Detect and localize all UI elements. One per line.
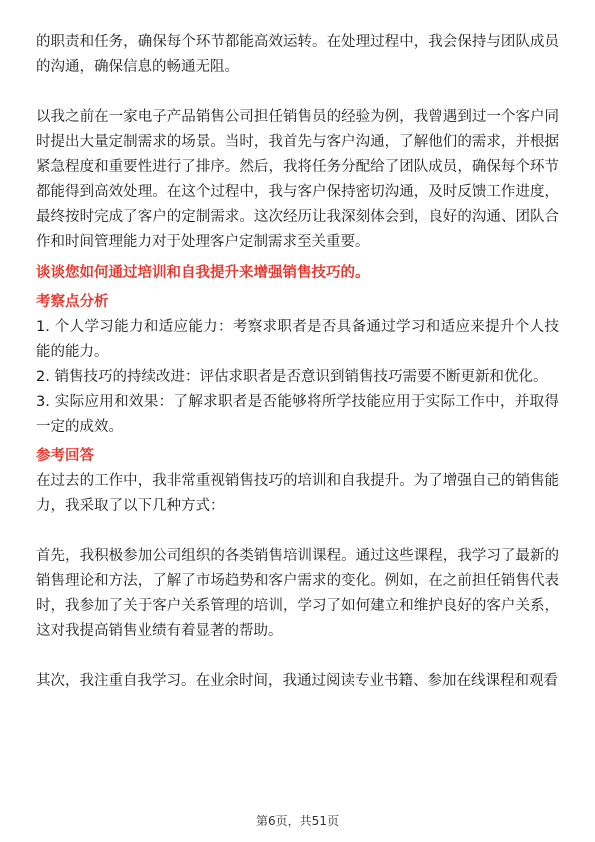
paragraph-spacer [36,519,559,544]
answer-title: 参考回答 [36,448,94,464]
answer-paragraph: 首先，我积极参加公司组织的各类销售培训课程。通过这些课程，我学习了最新的销售理论和方法，了解了市场趋势和客户需求的变化。例如，在之前担任销售代表时，我参加了关于客户关系管理的培训，学习了如何建立和维护良好的客户关系，这对我提高销售业绩有着显著的帮助。 [36,548,559,639]
document-body [36,30,559,694]
page-number-footer: 第6页，共51页 [256,814,339,828]
paragraph-spacer [36,80,559,105]
analysis-title: 考察点分析 [36,294,109,310]
intro-example-paragraph: 以我之前在一家电子产品销售公司担任销售员的经验为例，我曾遇到过一个客户同时提出大量定制需求的场景。当时，我首先与客户沟通，了解他们的需求，并根据紧急程度和重要性进行了排序。然后，我将任务分配给了团队成员，确保每个环节都能得到高效处理。在这个过程中，我与客户保持密切沟通，及时反馈工作进度，最终按时完成了客户的定制需求。这次经历让我深刻体会到，良好的沟通、团队合作和时间管理能力对于处理客户定制需求至关重要。 [36,109,559,250]
intro-continued-paragraph: 的职责和任务，确保每个环节都能高效运转。在处理过程中，我会保持与团队成员的沟通，确保信息的畅通无阻。 [36,34,559,75]
analysis-item: 2. 销售技巧的持续改进：评估求职者是否意识到销售技巧需要不断更新和优化。 [36,369,548,385]
answer-paragraph: 其次，我注重自我学习。在业余时间，我通过阅读专业书籍、参加在线课程和观看 [36,673,558,689]
analysis-item: 3. 实际应用和效果：了解求职者是否能够将所学技能应用于实际工作中，并取得一定的成效。 [36,394,559,435]
analysis-item: 1. 个人学习能力和适应能力：考察求职者是否具备通过学习和适应来提升个人技能的能力。 [36,319,559,360]
question-heading: 谈谈您如何通过培训和自我提升来增强销售技巧的。 [36,265,370,281]
answer-paragraph: 在过去的工作中，我非常重视销售技巧的培训和自我提升。为了增强自己的销售能力，我采取了以下几种方式： [36,473,559,514]
paragraph-spacer [36,644,559,669]
